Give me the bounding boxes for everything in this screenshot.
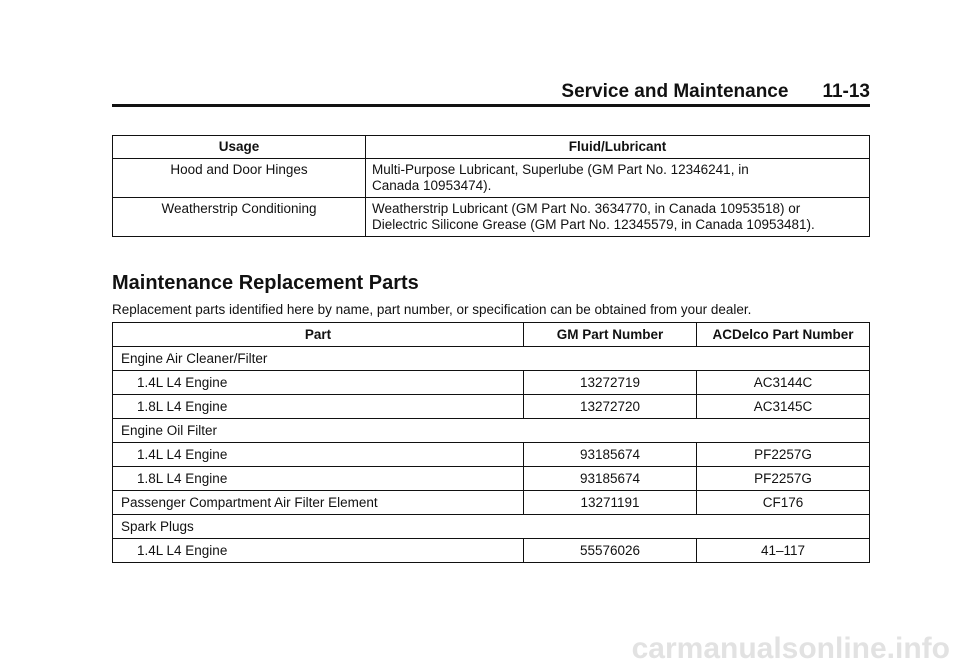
fluid-text-line: Multi-Purpose Lubricant, Superlube (GM Part No. 12346241, in [372, 162, 749, 177]
fluid-text-line: Canada 10953474). [372, 178, 492, 193]
group-label: Spark Plugs [113, 515, 870, 539]
acdelco-part-number-cell: AC3145C [697, 395, 870, 419]
column-header-fluid: Fluid/Lubricant [366, 136, 870, 159]
table-row [113, 198, 870, 237]
table-row [113, 371, 870, 395]
acdelco-part-number-cell: AC3144C [697, 371, 870, 395]
table-group-row [113, 419, 870, 443]
header-rule [112, 104, 870, 107]
gm-part-number-cell: 55576026 [524, 539, 697, 563]
table-row [113, 491, 870, 515]
acdelco-part-number-cell: PF2257G [697, 467, 870, 491]
part-cell: 1.8L L4 Engine [113, 395, 524, 419]
fluid-cell [366, 198, 870, 237]
table-row [113, 395, 870, 419]
part-cell: 1.4L L4 Engine [113, 443, 524, 467]
column-header-gm-part-number: GM Part Number [524, 323, 697, 347]
usage-cell: Hood and Door Hinges [113, 159, 366, 198]
gm-part-number-cell: 93185674 [524, 443, 697, 467]
table-header-row [113, 323, 870, 347]
table-group-row [113, 515, 870, 539]
group-label: Engine Oil Filter [113, 419, 870, 443]
gm-part-number-cell: 13272719 [524, 371, 697, 395]
table-group-row [113, 347, 870, 371]
part-cell: Passenger Compartment Air Filter Element [113, 491, 524, 515]
fluid-text-line: Dielectric Silicone Grease (GM Part No. 12345579, in Canada 10953481). [372, 217, 815, 232]
group-label: Engine Air Cleaner/Filter [113, 347, 870, 371]
table-header-row [113, 136, 870, 159]
gm-part-number-cell: 93185674 [524, 467, 697, 491]
parts-table [112, 322, 870, 563]
column-header-acdelco-part-number: ACDelco Part Number [697, 323, 870, 347]
watermark: carmanualsonline.info [631, 632, 950, 665]
page-header [112, 80, 870, 104]
fluid-cell [366, 159, 870, 198]
column-header-part: Part [113, 323, 524, 347]
fluids-table [112, 135, 870, 237]
table-row [113, 159, 870, 198]
intro-paragraph: Replacement parts identified here by name, part number, or specification can be obtained from your dealer. [112, 302, 752, 317]
usage-cell: Weatherstrip Conditioning [113, 198, 366, 237]
acdelco-part-number-cell: PF2257G [697, 443, 870, 467]
gm-part-number-cell: 13271191 [524, 491, 697, 515]
table-row [113, 539, 870, 563]
section-title: Maintenance Replacement Parts [112, 272, 419, 294]
part-cell: 1.8L L4 Engine [113, 467, 524, 491]
acdelco-part-number-cell: CF176 [697, 491, 870, 515]
column-header-usage: Usage [113, 136, 366, 159]
gm-part-number-cell: 13272720 [524, 395, 697, 419]
part-cell: 1.4L L4 Engine [113, 539, 524, 563]
table-row [113, 443, 870, 467]
page-number: 11-13 [822, 81, 870, 102]
acdelco-part-number-cell: 41–117 [697, 539, 870, 563]
fluid-text-line: Weatherstrip Lubricant (GM Part No. 3634770, in Canada 10953518) or [372, 201, 801, 216]
part-cell: 1.4L L4 Engine [113, 371, 524, 395]
table-row [113, 467, 870, 491]
section-heading: Service and Maintenance [561, 81, 789, 102]
